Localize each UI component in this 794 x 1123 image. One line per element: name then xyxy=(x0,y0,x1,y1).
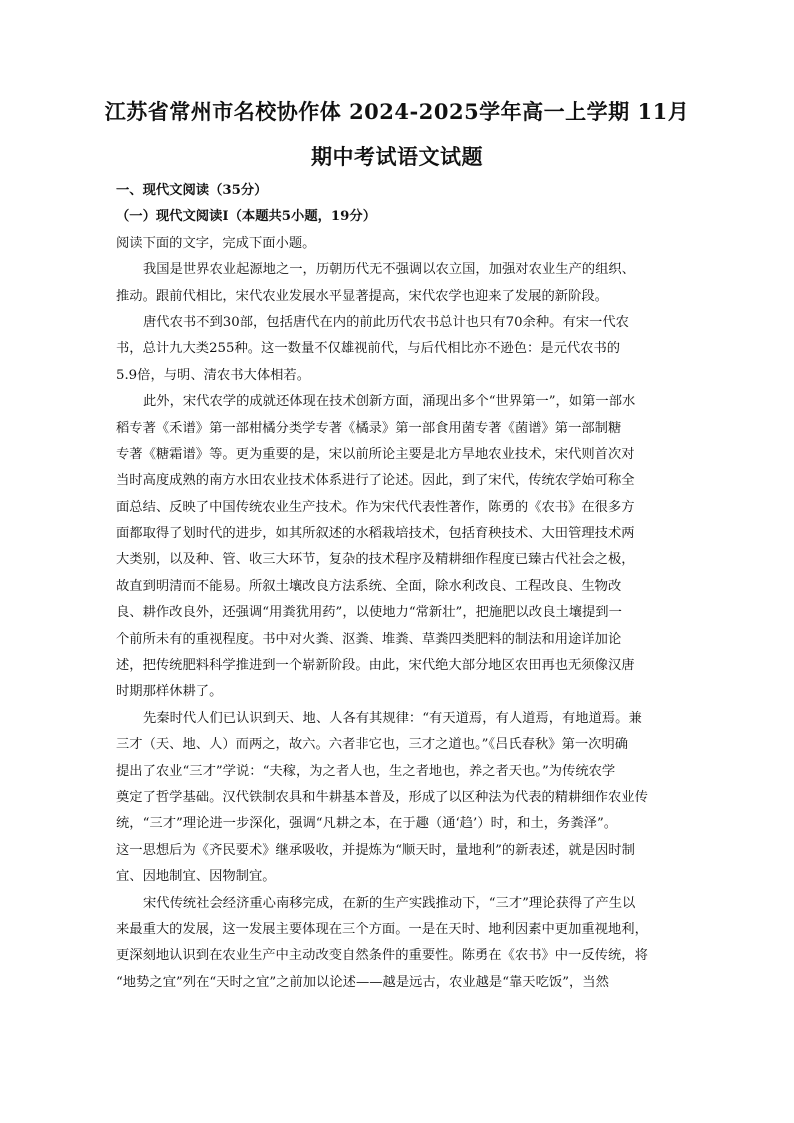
text-line: “地势之宜”列在“天时之宜”之前加以论述——越是远古，农业越是“靠天吃饭”，当然 xyxy=(116,974,609,990)
text-line: 先秦时代人们已认识到天、地、人各有其规律：“有天道焉，有人道焉，有地道焉。兼 xyxy=(143,710,642,726)
text-line: 时期那样休耕了。 xyxy=(116,684,223,700)
document-title-line-2: 期中考试语文试题 xyxy=(311,144,483,169)
text-line: 书，总计九大类255种。这一数量不仅雄视前代，与后代相比亦不逊色：是元代农书的 xyxy=(116,341,621,357)
text-line: 此外，宋代农学的成就还体现在技术创新方面，涌现出多个“世界第一”，如第一部水 xyxy=(143,394,636,410)
text-line: 述，把传统肥料科学推进到一个崭新阶段。由此，宋代绝大部分地区农田再也无须像汉唐 xyxy=(116,658,635,674)
text-line: 个前所未有的重视程度。书中对火粪、沤粪、堆粪、草粪四类肥料的制法和用途详加论 xyxy=(116,631,622,647)
text-line: 更深刻地认识到在农业生产中主动改变自然条件的重要性。陈勇在《农书》中一反传统，将 xyxy=(116,948,648,964)
text-line: 阅读下面的文字，完成下面小题。 xyxy=(116,235,316,251)
document-title-line-1: 江苏省常州市名校协作体 2024-2025学年高一上学期 11月 xyxy=(104,99,690,124)
text-line: 这一思想后为《齐民要术》继承吸收，并提炼为“顺天时，量地利”的新表述，就是因时制 xyxy=(116,842,635,858)
text-line: 我国是世界农业起源地之一，历朝历代无不强调以农立国，加强对农业生产的组织、 xyxy=(143,262,635,278)
text-line: 宋代传统社会经济重心南移完成，在新的生产实践推动下，“三才”理论获得了产生以 xyxy=(143,895,636,911)
text-line: 宜、因地制宜、因物制宜。 xyxy=(116,869,276,885)
section-heading: 一、现代文阅读（35分） xyxy=(116,183,268,198)
text-line: 推动。跟前代相比，宋代农业发展水平显著提高，宋代农学也迎来了发展的新阶段。 xyxy=(116,288,608,304)
text-line: 良、耕作改良外，还强调“用粪犹用药”，以使地力“常新壮”，把施肥以改良土壤提到一 xyxy=(116,605,622,621)
text-line: 三才（天、地、人）而两之，故六。六者非它也，三才之道也。”《吕氏春秋》第一次明确 xyxy=(116,737,629,753)
document-body xyxy=(116,178,681,996)
text-line: 专著《糖霜谱》等。更为重要的是，宋以前所论主要是北方旱地农业技术，宋代则首次对 xyxy=(116,446,635,462)
text-line: 故直到明清而不能易。所叙土壤改良方法系统、全面，除水利改良、工程改良、生物改 xyxy=(116,578,622,594)
text-line: 奠定了哲学基础。汉代铁制农具和牛耕基本普及，形成了以区种法为代表的精耕细作农业传 xyxy=(116,789,648,805)
text-line: 当时高度成熟的南方水田农业技术体系进行了论述。因此，到了宋代，传统农学始可称全 xyxy=(116,473,635,489)
text-line: 面都取得了划时代的进步，如其所叙述的水稻栽培技术，包括育秧技术、大田管理技术两 xyxy=(116,526,635,542)
text-line: 唐代农书不到30部，包括唐代在内的前此历代农书总计也只有70余种。有宋一代农 xyxy=(143,314,629,330)
text-line: 5.9倍，与明、清农书大体相若。 xyxy=(116,367,311,383)
section-heading: （一）现代文阅读I（本题共5小题，19分） xyxy=(116,209,377,225)
text-line: 稻专著《禾谱》第一部柑橘分类学专著《橘录》第一部食用菌专著《菌谱》第一部制糖 xyxy=(116,420,622,436)
text-line: 大类别，以及种、管、收三大环节，复杂的技术程序及精耕细作程度已臻古代社会之极， xyxy=(116,552,635,568)
text-line: 面总结、反映了中国传统农业生产技术。作为宋代代表性著作，陈勇的《农书》在很多方 xyxy=(116,499,635,515)
text-line: 提出了农业“三才”学说：“夫稼，为之者人也，生之者地也，养之者天也。”为传统农学 xyxy=(116,763,616,779)
text-line: 来最重大的发展，这一发展主要体现在三个方面。一是在天时、地利因素中更加重视地利， xyxy=(116,921,648,937)
text-line: 统，“三才”理论进一步深化，强调“凡耕之本，在于趣（通‘趋’）时，和土，务粪泽”。 xyxy=(116,816,618,832)
